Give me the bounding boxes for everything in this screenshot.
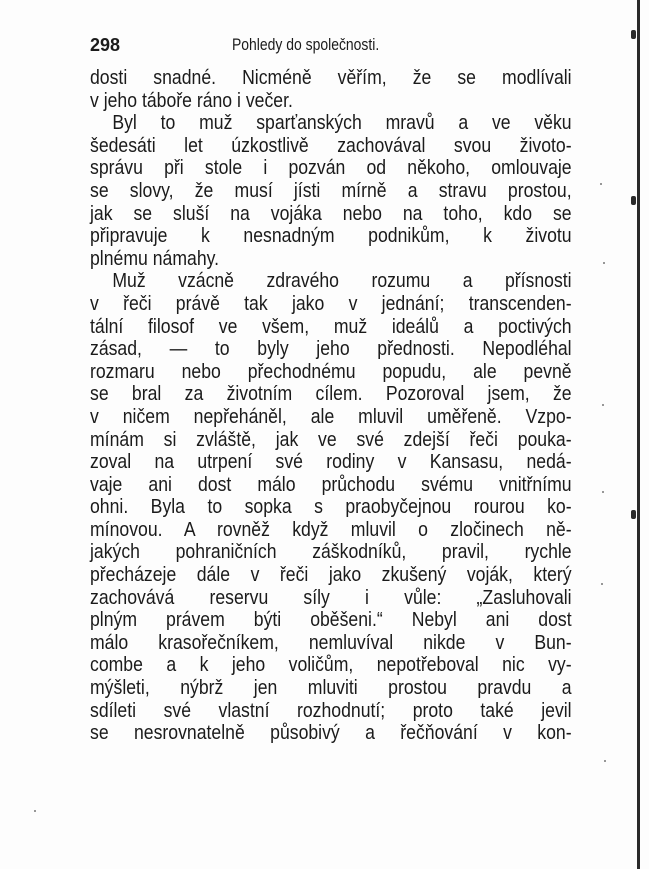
running-title: Pohledy do společnosti.	[232, 35, 380, 54]
text-line: sdíleti své vlastní rozhodnutí; proto také jevil	[90, 698, 572, 722]
dust-speck	[34, 810, 36, 812]
text-line: combe a k jeho voličům, nepotřeboval nic vy-	[90, 653, 572, 677]
text-line: šedesáti let úzkostlivě zachovával svou životo-	[90, 133, 572, 157]
edge-speck	[631, 30, 636, 39]
text-line: zoval na utrpení své rodiny v Kansasu, nedá-	[90, 450, 572, 474]
text-line: přecházeje dále v řeči jako zkušený voják, který	[90, 563, 572, 587]
dust-speck	[602, 491, 604, 493]
text-line: mínám si zvláště, jak ve své zdejší řeči pouka-	[90, 427, 572, 451]
text-line: v jeho táboře ráno i večer.	[90, 88, 293, 112]
text-line: vaje ani dost málo průchodu svému vnitřnímu	[90, 472, 572, 496]
text-line: tální filosof ve všem, muž ideálů a poctivých	[90, 314, 572, 338]
text-line: plnému námahy.	[90, 246, 220, 270]
body-text	[90, 67, 572, 745]
text-line: ohni. Byla to sopka s praobyčejnou rourou ko-	[90, 495, 572, 519]
text-line: v řeči právě tak jako v jednání; transcenden-	[90, 291, 572, 315]
text-line: plným právem býti oběšeni.“ Nebyl ani dost	[90, 608, 572, 632]
dust-speck	[601, 583, 603, 585]
text-line: připravuje k nesnadným podnikům, k životu	[90, 224, 572, 248]
text-line: rozmaru nebo přechodnému popudu, ale pevně	[90, 359, 572, 383]
text-line: zachovává reservu síly i vůle: „Zasluhovali	[90, 585, 572, 609]
page-header	[90, 35, 570, 57]
text-line: mínovou. A rovněž když mluvil o zločinech ně-	[90, 517, 572, 541]
text-line: jakých pohraničních záškodníků, pravil, rychle	[90, 540, 572, 564]
text-line: jak se sluší na vojáka nebo na toho, kdo se	[90, 201, 572, 225]
text-line: správu při stole i pozván od někoho, omlouvaje	[90, 156, 572, 180]
edge-speck	[631, 510, 636, 519]
text-line: se nesrovnatelně působivý a řečňování v kon-	[90, 721, 572, 745]
dust-speck	[600, 183, 602, 185]
dust-speck	[604, 760, 606, 762]
paragraph-first-line: Byl to muž sparťanských mravů a ve věku	[112, 111, 572, 135]
text-line: se slovy, že musí jísti mírně a stravu prostou,	[90, 178, 572, 202]
page-number: 298	[90, 35, 121, 55]
text-line: v ničem nepřeháněl, ale mluvil uměřeně. Vzpo-	[90, 404, 572, 428]
text-line: mýšleti, nýbrž jen mluviti prostou pravdu a	[90, 676, 572, 700]
edge-speck	[631, 196, 636, 205]
text-line: zásad, — to byly jeho přednosti. Nepodléhal	[90, 337, 572, 361]
dust-speck	[603, 262, 605, 264]
paragraph-first-line: Muž vzácně zdravého rozumu a přísnosti	[112, 269, 572, 293]
text-line: málo krasořečníkem, nemluvíval nikde v Bun-	[90, 630, 572, 654]
text-line: se bral za životním cílem. Pozoroval jsem, že	[90, 382, 572, 406]
page-edge-shadow	[637, 0, 640, 869]
text-line: dosti snadné. Nicméně věřím, že se modlívali	[90, 66, 572, 89]
dust-speck	[602, 404, 604, 406]
